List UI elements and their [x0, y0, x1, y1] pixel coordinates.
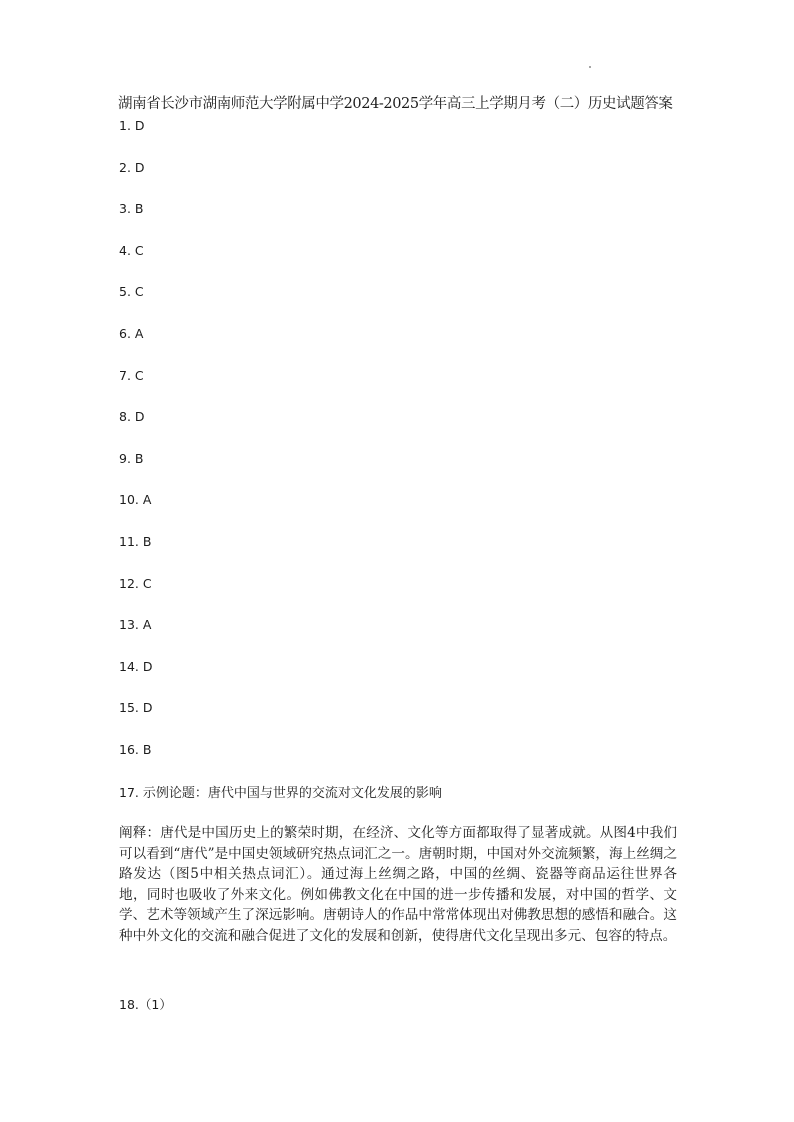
question-17-explanation: 阐释：唐代是中国历史上的繁荣时期，在经济、文化等方面都取得了显著成就。从图4中我们可以看到“唐代”是中国史领域研究热点词汇之一。唐朝时期，中国对外交流频繁，海上丝绸之路发达（图5中相关热点词汇）。通过海上丝绸之路，中国的丝绸、瓷器等商品运往世界各地，同时也吸收了外来文化。例如佛教文化在中国的进一步传播和发展，对中国的哲学、文学、艺术等领域产生了深远影响。唐朝诗人的作品中常常体现出对佛教思想的感悟和融合。这种中外文化的交流和融合促进了文化的发展和创新，使得唐代文化呈现出多元、包容的特点。 [119, 825, 677, 944]
document-title: 湖南省长沙市湖南师范大学附属中学2024-2025学年高三上学期月考（二）历史试题答案 [118, 96, 673, 112]
answer-item: 2. D [119, 159, 145, 175]
answer-item: 10. A [119, 492, 152, 508]
answer-list [119, 118, 152, 784]
question-17-heading [119, 784, 442, 803]
answer-item: 7. C [119, 367, 144, 383]
answer-item: 14. D [119, 658, 153, 674]
answer-item: 6. A [119, 325, 144, 341]
answer-item: 13. A [119, 617, 152, 633]
question-17-topic: 示例论题：唐代中国与世界的交流对文化发展的影响 [142, 786, 442, 801]
answer-item: 8. D [119, 409, 145, 425]
answer-item: 3. B [119, 201, 144, 217]
question-17-number: 17. [119, 785, 139, 800]
answer-item: 9. B [119, 450, 144, 466]
answer-item: 11. B [119, 533, 152, 549]
answer-item: 15. D [119, 700, 153, 716]
question-18-heading: 18.（1） [119, 997, 172, 1012]
answer-item: 4. C [119, 242, 144, 258]
answer-item: 16. B [119, 741, 152, 757]
answer-item: 12. C [119, 575, 152, 591]
answer-item: 1. D [119, 118, 145, 133]
scan-dot-mark [589, 66, 591, 68]
answer-item: 5. C [119, 284, 144, 300]
